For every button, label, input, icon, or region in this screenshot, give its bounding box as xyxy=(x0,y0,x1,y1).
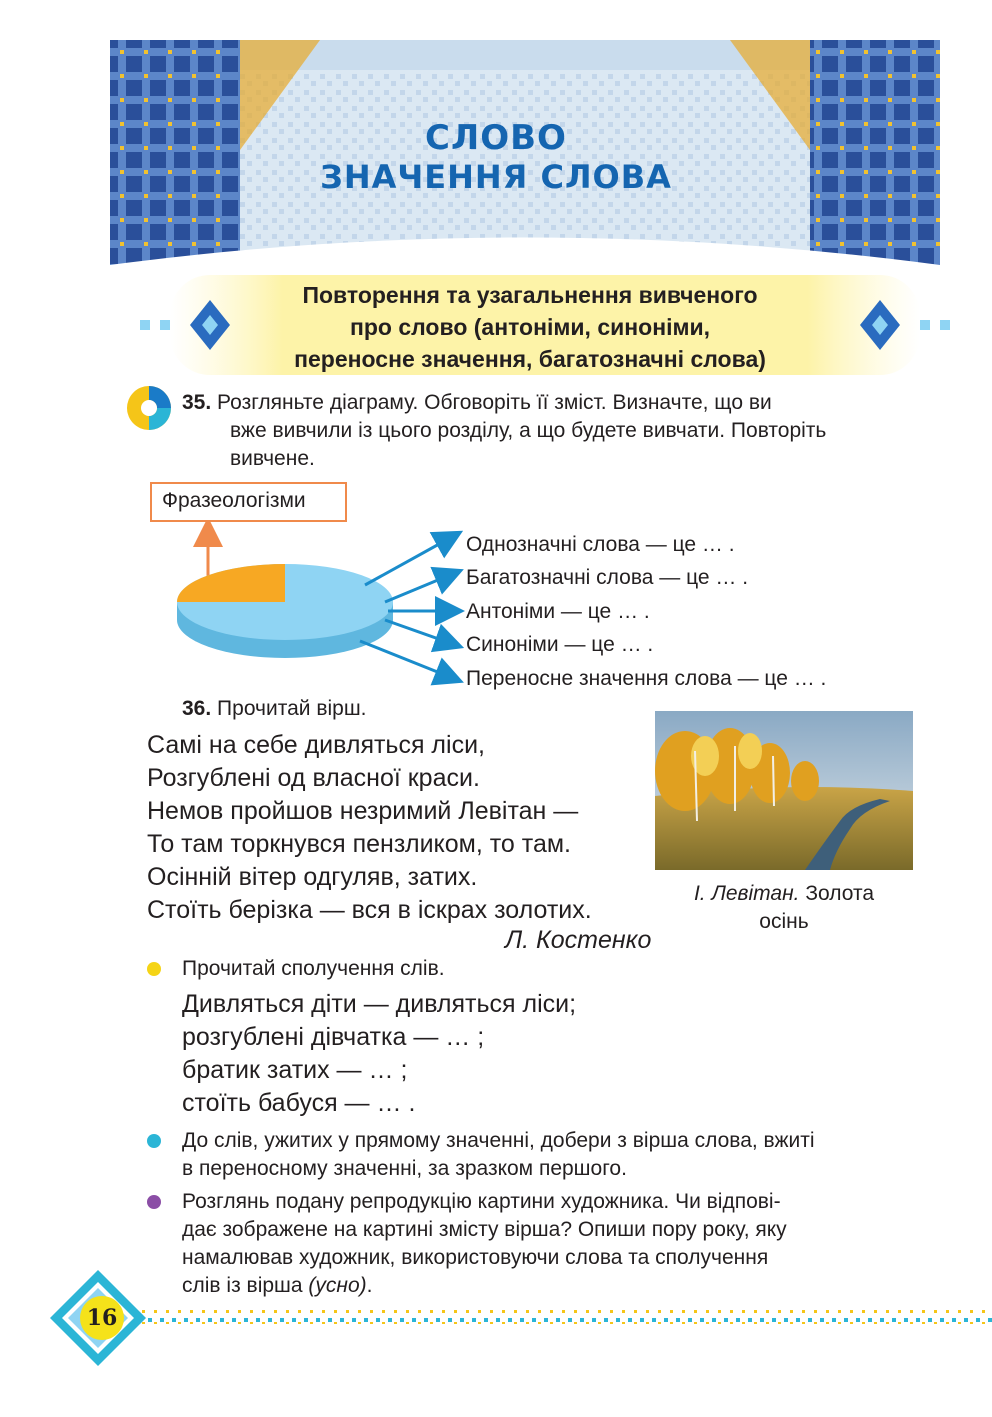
footer-ornament xyxy=(50,1268,992,1368)
word-combinations xyxy=(182,988,576,1120)
arrow-1 xyxy=(365,538,450,585)
caption-title: Золота xyxy=(805,882,875,905)
subheading-line-2: про слово (антоніми, синоніми, xyxy=(349,314,711,340)
task-3-italic: (усно) xyxy=(308,1274,367,1297)
poem xyxy=(147,729,667,927)
poem-line: Стоїть берізка — вся в іскрах золотих. xyxy=(147,896,592,924)
exercise-number: 36. xyxy=(182,697,212,720)
diagram-label-3: Антоніми — це … . xyxy=(466,600,650,623)
yellow-bullet-icon xyxy=(147,962,161,976)
phraseology-label: Фразеологізми xyxy=(162,489,306,512)
page-number: 16 xyxy=(86,1305,118,1331)
task-3-line-1: Розглянь подану репродукцію картини художника. Чи відпові- xyxy=(182,1190,781,1213)
poem-line: Самі на себе дивляться ліси, xyxy=(147,731,485,759)
exercise-35-line-3: вивчене. xyxy=(230,447,315,470)
poem-line: Немов пройшов незримий Левітан — xyxy=(147,797,579,825)
exercise-36-instruction: Прочитай вірш. xyxy=(217,697,367,720)
combination-line: Дивляться діти — дивляться ліси; xyxy=(182,990,577,1018)
arrow-5 xyxy=(360,641,450,677)
poem-line: То там торкнувся пензликом, то там. xyxy=(147,830,571,858)
exercise-36 xyxy=(182,695,367,723)
painting-image xyxy=(655,711,913,870)
task-2-line-1: До слів, ужитих у прямому значенні, добери з вірша слова, вжиті xyxy=(182,1129,815,1152)
task-3-line-2: дає зображене на картині змісту вірша? Опиши пору року, яку xyxy=(182,1218,787,1241)
poem-line: Осінній вітер одгуляв, затих. xyxy=(147,863,478,891)
caption-title-line-2: осінь xyxy=(759,910,809,933)
painting-caption xyxy=(655,880,913,936)
exercise-number: 35. xyxy=(182,391,212,414)
poem-line: Розгублені од власної краси. xyxy=(147,764,480,792)
diagram-label-1: Однозначні слова — це … . xyxy=(466,533,735,556)
diagram-label-4: Синоніми — це … . xyxy=(466,633,654,656)
page-title: СЛОВО xyxy=(425,118,567,158)
phraseology-box xyxy=(150,482,347,522)
task-3-text: слів із вірша xyxy=(182,1274,309,1297)
combination-line: розгублені дівчатка — … ; xyxy=(182,1023,485,1051)
subheading-line-3: переносне значення, багатозначні слова) xyxy=(294,346,766,372)
combination-line: братик затих — … ; xyxy=(182,1056,408,1084)
combination-line: стоїть бабуся — … . xyxy=(182,1089,416,1117)
pie-slice xyxy=(177,564,285,602)
diagram-arrows xyxy=(350,525,470,690)
diagram-label-2: Багатозначні слова — це … . xyxy=(466,566,749,589)
cyan-bullet-icon xyxy=(147,1134,161,1148)
task-3-line-3: намалював художник, використовуючи слова та сполучення xyxy=(182,1246,769,1269)
task-1-text: Прочитай сполучення слів. xyxy=(182,957,445,980)
diagram-label-5: Переносне значення слова — це … . xyxy=(466,667,827,690)
task-3-end: . xyxy=(366,1274,373,1297)
subheading-line-1: Повторення та узагальнення вивченого xyxy=(302,282,758,308)
arrow-2 xyxy=(385,575,450,602)
task-2-line-2: в переносному значенні, за зразком першого. xyxy=(182,1157,627,1180)
caption-artist: І. Левітан. xyxy=(693,882,800,905)
exercise-35-line-2: вже вивчили із цього розділу, а що будете вивчати. Повторіть xyxy=(230,419,827,442)
arrow-4 xyxy=(385,620,450,643)
exercise-35-line-1 xyxy=(182,389,912,417)
page-subtitle: ЗНАЧЕННЯ СЛОВА xyxy=(320,158,672,196)
poem-author: Л. Костенко xyxy=(505,926,652,954)
purple-bullet-icon xyxy=(147,1195,161,1209)
discussion-icon xyxy=(125,384,173,432)
exercise-35-text: Розгляньте діаграму. Обговоріть її зміст. Визначте, що ви xyxy=(217,391,772,414)
